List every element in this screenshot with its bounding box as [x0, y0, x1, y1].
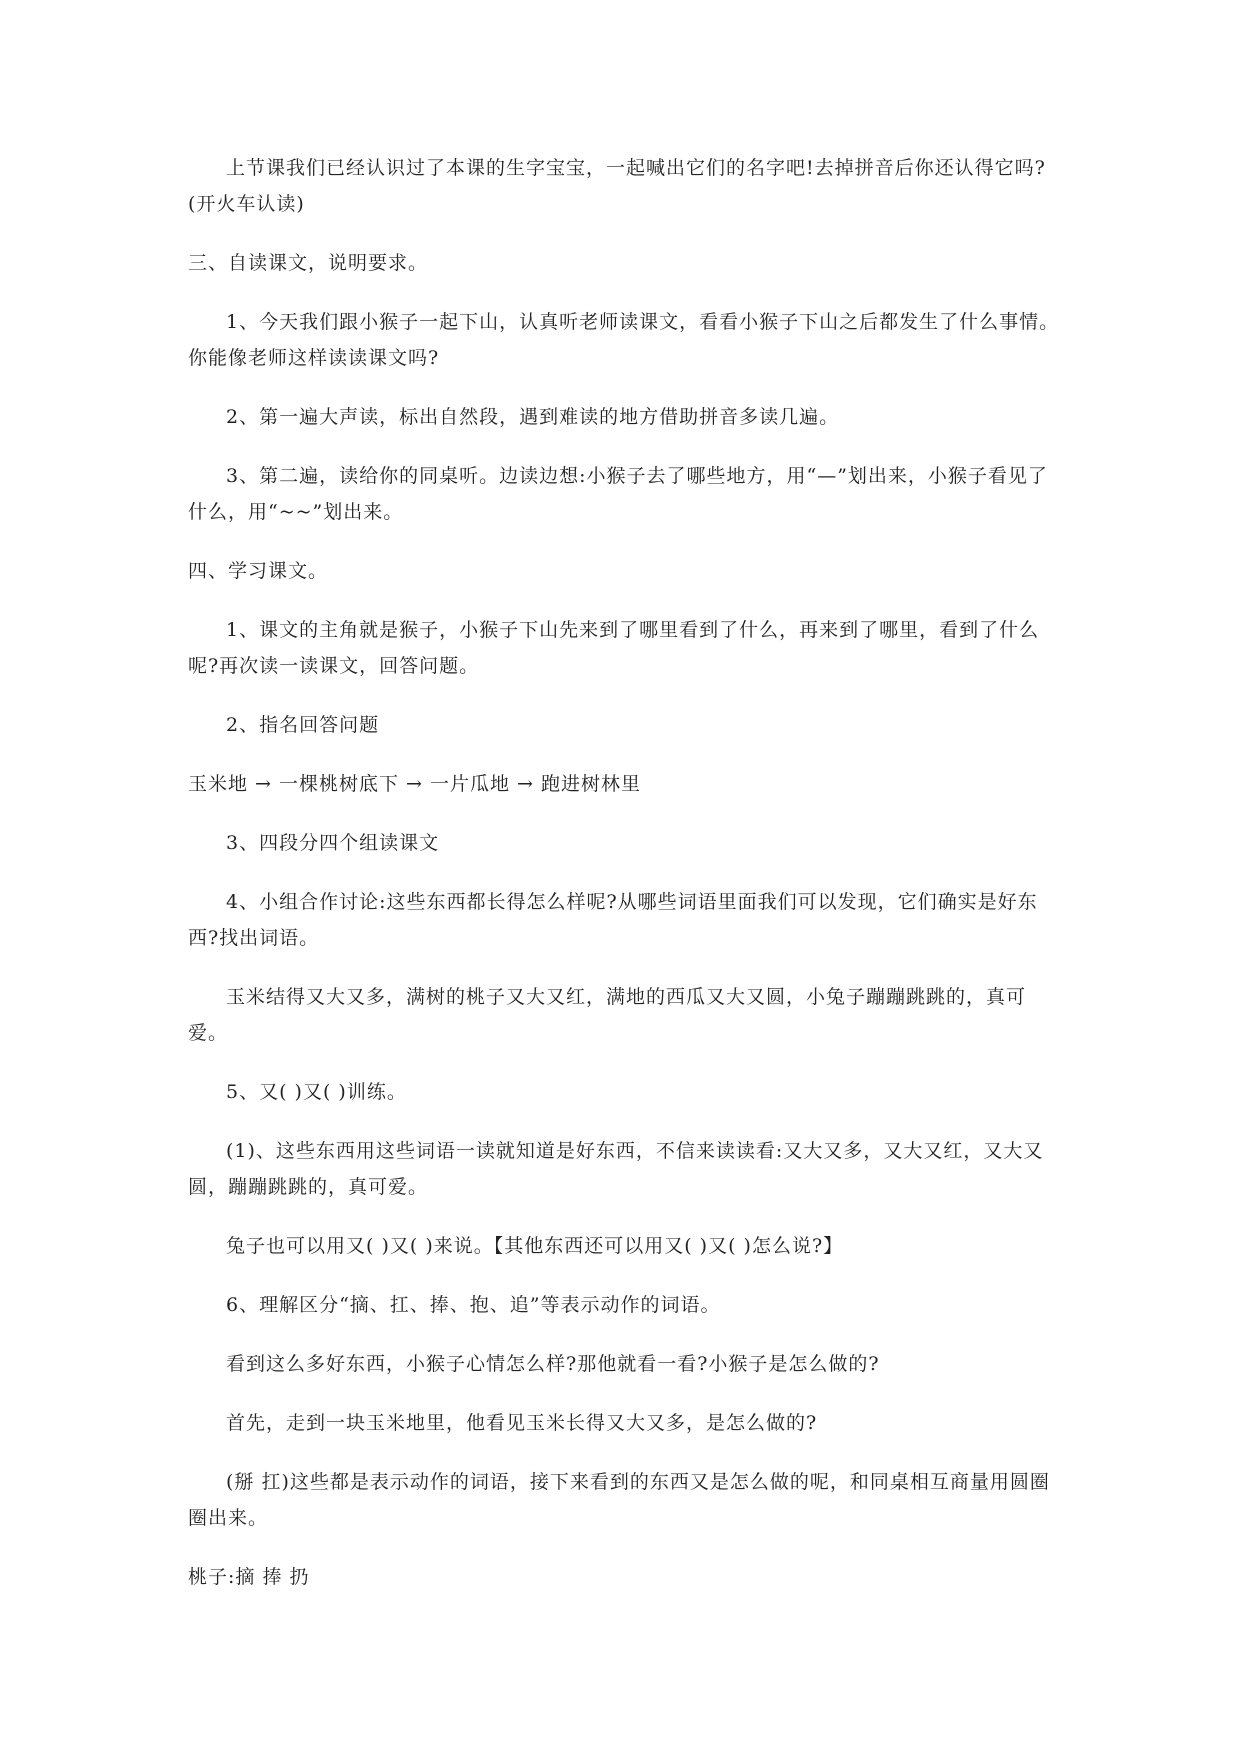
- paragraph-study-5: 5、又( )又( )训练。: [226, 1081, 407, 1103]
- paragraph-review-characters: 上节课我们已经认识过了本课的生字宝宝，一起喊出它们的名字吧!去掉拼音后你还认得它吗?(开火车认读): [188, 157, 1046, 215]
- paragraph-study-2: 2、指名回答问题: [226, 714, 380, 736]
- section-heading-4: 四、学习课文。: [188, 560, 329, 582]
- paragraph-rabbit: 兔子也可以用又( )又( )来说。【其他东西还可以用又( )又( )怎么说?】: [226, 1235, 844, 1257]
- paragraph-action-words: (掰 扛)这些都是表示动作的词语，接下来看到的东西又是怎么做的呢，和同桌相互商量用圆圈圈出来。: [188, 1471, 1050, 1529]
- paragraph-study-4: 4、小组合作讨论:这些东西都长得怎么样呢?从哪些词语里面我们可以发现，它们确实是好东西?找出词语。: [188, 891, 1038, 949]
- paragraph-step-3: 3、第二遍，读给你的同桌听。边读边想:小猴子去了哪些地方，用“—”划出来，小猴子看见了什么，用“~~”划出来。: [188, 465, 1048, 523]
- paragraph-corn: 首先，走到一块玉米地里，他看见玉米长得又大又多，是怎么做的?: [226, 1412, 818, 1434]
- route-sequence: 玉米地 → 一棵桃树底下 → 一片瓜地 → 跑进树林里: [188, 773, 641, 795]
- paragraph-step-1: 1、今天我们跟小猴子一起下山，认真听老师读课文，看看小猴子下山之后都发生了什么事情。你能像老师这样读读课文吗?: [188, 311, 1060, 369]
- paragraph-description: 玉米结得又大又多，满树的桃子又大又红，满地的西瓜又大又圆，小兔子蹦蹦跳跳的，真可爱。: [188, 986, 1027, 1044]
- section-heading-3: 三、自读课文，说明要求。: [188, 252, 429, 274]
- document-body: [188, 150, 1060, 1618]
- paragraph-study-1: 1、课文的主角就是猴子，小猴子下山先来到了哪里看到了什么，再来到了哪里，看到了什么呢?再次读一读课文，回答问题。: [188, 619, 1040, 677]
- paragraph-study-6: 6、理解区分“摘、扛、捧、抱、追”等表示动作的词语。: [226, 1294, 721, 1316]
- paragraph-mood: 看到这么多好东西，小猴子心情怎么样?那他就看一看?小猴子是怎么做的?: [226, 1353, 880, 1375]
- paragraph-practice-1: (1)、这些东西用这些词语一读就知道是好东西，不信来读读看:又大又多，又大又红，又大又圆，蹦蹦跳跳的，真可爱。: [188, 1140, 1044, 1198]
- paragraph-study-3: 3、四段分四个组读课文: [226, 832, 440, 854]
- paragraph-step-2: 2、第一遍大声读，标出自然段，遇到难读的地方借助拼音多读几遍。: [226, 406, 840, 428]
- paragraph-peach: 桃子:摘 捧 扔: [188, 1566, 310, 1588]
